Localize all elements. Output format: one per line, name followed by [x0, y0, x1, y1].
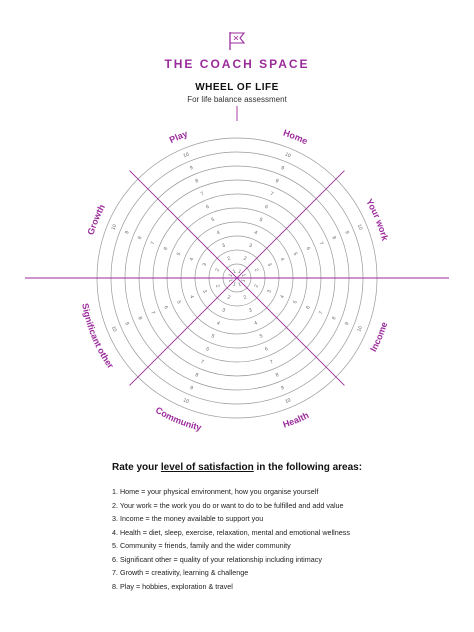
scale-number: 4	[253, 320, 259, 327]
list-item: 8. Play = hobbies, exploration & travel	[112, 581, 233, 591]
scale-number: 3	[266, 289, 273, 294]
segment-label	[154, 405, 203, 433]
instructions-heading	[112, 462, 362, 473]
list-item: 6. Significant other = quality of your relationship including intimacy	[112, 554, 322, 564]
heading-underlined-text: level of satisfaction	[160, 462, 254, 473]
scale-number: 1	[239, 273, 247, 278]
scale-number: 10	[182, 151, 190, 160]
scale-number: 4	[279, 294, 286, 300]
scale-number: 2	[213, 283, 221, 289]
segment-label	[364, 197, 390, 242]
scale-number: 5	[175, 251, 183, 257]
scale-number: 10	[284, 397, 292, 406]
heading-text-start: Rate your	[112, 462, 161, 473]
scale-number: 1	[231, 281, 237, 289]
scale-number: 1	[226, 278, 234, 284]
scale-number: 1	[240, 278, 248, 284]
scale-number: 9	[124, 230, 131, 236]
scale-number: 10	[109, 325, 118, 333]
scale-number: 3	[265, 262, 273, 268]
scale-number: 6	[263, 203, 269, 211]
segment-label	[282, 128, 309, 147]
scale-number: 6	[205, 203, 211, 211]
scale-number: 4	[278, 256, 286, 262]
scale-number: 9	[280, 384, 286, 392]
scale-number: 8	[331, 315, 338, 321]
segment-label	[282, 410, 311, 430]
scale-number: 7	[199, 359, 205, 366]
segment-label	[85, 203, 106, 236]
scale-number: 7	[149, 310, 156, 316]
scale-number: 10	[356, 325, 365, 333]
segment-label	[168, 129, 189, 145]
scale-number: 7	[199, 190, 205, 198]
list-item: 5. Community = friends, family and the wider community	[112, 541, 291, 550]
scale-number: 1	[237, 268, 242, 276]
scale-number: 9	[188, 384, 194, 392]
scale-number: 8	[194, 177, 200, 185]
scale-number: 5	[258, 333, 264, 340]
scale-number: 6	[162, 246, 170, 252]
scale-number: 9	[189, 165, 195, 172]
segment-label-text: Growth	[85, 202, 107, 237]
scale-number: 7	[318, 310, 325, 316]
scale-number: 4	[215, 229, 221, 237]
scale-number: 4	[188, 294, 195, 300]
scale-number: 8	[136, 315, 143, 321]
segment-label-text: Play	[167, 128, 189, 146]
scale-number: 8	[274, 177, 280, 185]
scale-number: 5	[258, 216, 264, 224]
scale-number: 3	[247, 242, 253, 250]
areas-list	[112, 485, 350, 593]
scale-number: 5	[291, 251, 299, 257]
segment-label-text: Community	[153, 404, 203, 433]
segment-label-text: Home	[281, 127, 310, 147]
scale-number: 8	[194, 372, 200, 379]
scale-number: 8	[274, 372, 280, 379]
page-subtitle: For life balance assessment	[187, 95, 287, 104]
scale-number: 5	[210, 333, 216, 340]
scale-number: 2	[252, 267, 260, 273]
list-item: 3. Income = the money available to support you	[112, 514, 264, 523]
scale-number: 3	[201, 262, 209, 268]
scale-number: 2	[226, 294, 232, 302]
scale-number: 6	[264, 346, 270, 353]
scale-number: 9	[343, 321, 351, 327]
scale-number: 5	[210, 216, 216, 224]
scale-number: 5	[292, 299, 299, 305]
scale-number: 9	[279, 165, 285, 172]
scale-number: 8	[136, 235, 144, 241]
segment-label-text: Significant other	[80, 302, 116, 371]
scale-number: 3	[221, 242, 227, 250]
scale-number: 4	[188, 256, 196, 262]
list-item: 4. Health = diet, sleep, exercise, relaxation, mental and emotional wellness	[112, 527, 350, 537]
scale-number: 3	[221, 307, 226, 314]
scale-number: 6	[204, 346, 210, 353]
scale-number: 4	[215, 320, 221, 327]
heading-text-end: in the following areas:	[253, 462, 363, 473]
scale-number: 2	[242, 255, 248, 263]
scale-number: 4	[253, 229, 259, 237]
segment-label	[368, 321, 389, 354]
scale-number: 6	[304, 246, 312, 252]
segment-label-text: Your work	[364, 197, 391, 242]
list-item: 2. Your work = the work you do or want to do to be fulfilled and add value	[112, 500, 344, 510]
scale-number: 2	[226, 255, 232, 263]
segment-label-text: Health	[281, 410, 311, 430]
scale-number: 6	[305, 305, 312, 311]
scale-number: 1	[237, 281, 243, 289]
list-item: 1. Home = your physical environment, how you organise yourself	[112, 487, 319, 496]
scale-number: 7	[317, 240, 325, 246]
scale-number: 1	[227, 273, 235, 278]
segment-label-text: Income	[368, 320, 390, 354]
scale-number: 7	[149, 240, 157, 246]
scale-number: 9	[123, 321, 131, 327]
scale-number: 5	[175, 299, 182, 305]
scale-number: 3	[201, 289, 208, 294]
scale-number: 10	[284, 151, 292, 160]
page-title: WHEEL OF LIFE	[195, 82, 279, 93]
scale-number: 10	[182, 397, 190, 406]
scale-number: 2	[253, 283, 261, 289]
scale-number: 3	[248, 307, 253, 314]
scale-number: 10	[110, 223, 119, 231]
scale-number: 2	[214, 267, 222, 273]
scale-number: 8	[330, 235, 338, 241]
segment-label	[80, 302, 116, 370]
list-item: 7. Growth = creativity, learning & challenge	[112, 568, 249, 577]
scale-number: 7	[269, 359, 275, 366]
brand-name: THE COACH SPACE	[164, 57, 310, 71]
scale-number: 1	[232, 268, 237, 276]
scale-number: 2	[242, 294, 248, 302]
scale-number: 9	[343, 230, 350, 236]
scale-number: 7	[269, 190, 275, 198]
scale-number: 10	[355, 223, 364, 231]
scale-number: 6	[162, 305, 169, 311]
